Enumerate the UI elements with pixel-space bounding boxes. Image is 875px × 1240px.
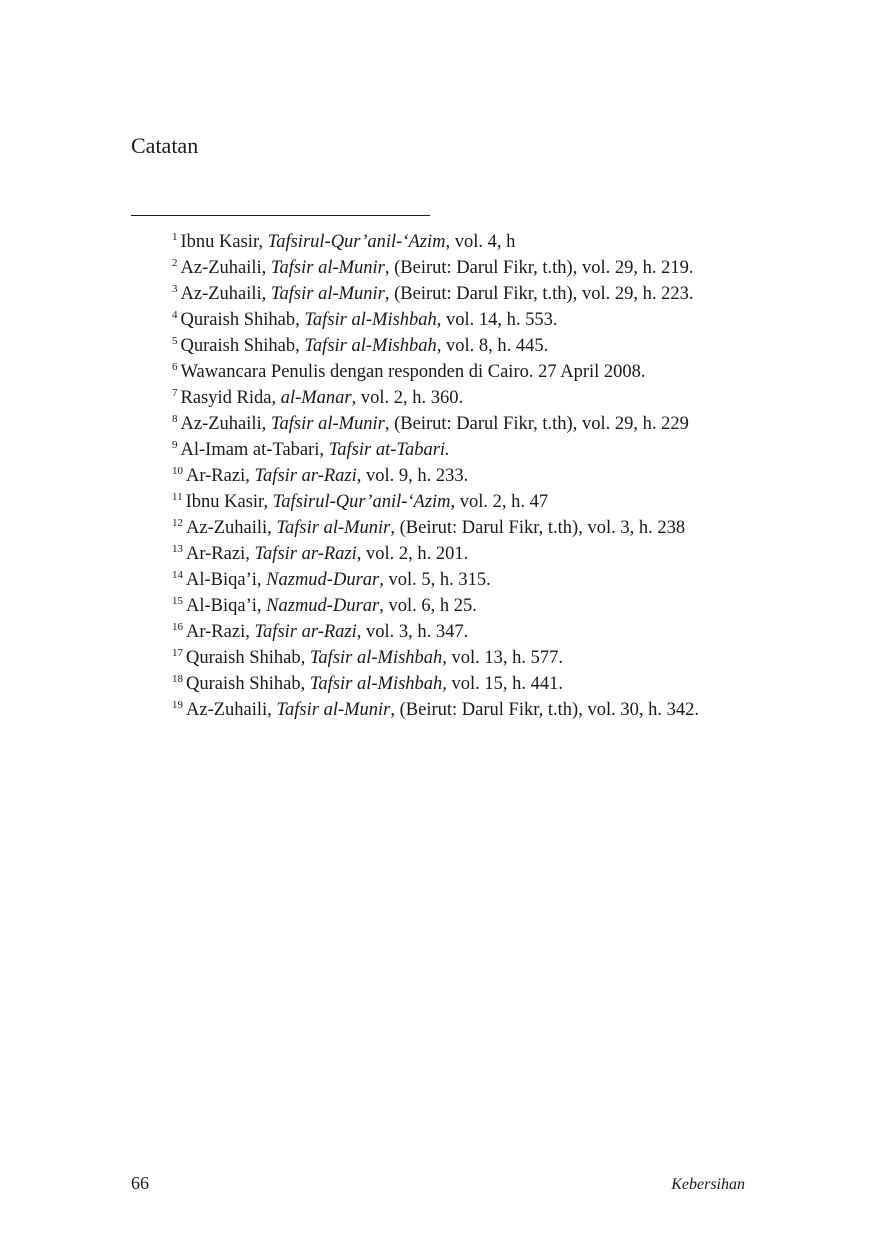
endnote-title: Nazmud-Durar <box>266 596 380 616</box>
endnote-item <box>172 307 699 333</box>
endnote-author: Ibnu Kasir, <box>185 492 273 512</box>
endnote-author: Ar-Razi, <box>186 466 255 486</box>
endnote-title: Tafsir ar-Razi <box>254 544 357 564</box>
endnote-author: Quraish Shihab, <box>180 310 305 330</box>
endnote-citation: vol. 15, h. 441. <box>446 674 564 694</box>
endnote-number: 4 <box>172 309 178 321</box>
endnote-number: 6 <box>172 361 178 373</box>
endnote-title: Tafsir al-Mishbah, <box>304 310 442 330</box>
endnote-citation: , vol. 2, h. 47 <box>450 492 549 512</box>
endnote-citation: vol. 13, h. 577. <box>446 648 564 668</box>
endnote-title: Tafsirul-Qur’anil-‘Azim <box>267 232 446 252</box>
endnote-author: Ibnu Kasir, <box>180 232 268 252</box>
endnote-number: 10 <box>172 465 183 477</box>
endnote-item <box>172 541 699 567</box>
section-heading: Catatan <box>131 133 199 158</box>
endnote-item <box>172 437 699 463</box>
endnote-citation: , vol. 9, h. 233. <box>356 466 469 486</box>
endnote-item <box>172 255 699 281</box>
endnote-number: 5 <box>172 335 178 347</box>
endnote-citation: , vol. 2, h. 360. <box>351 388 464 408</box>
endnote-author: Az-Zuhaili, <box>186 700 277 720</box>
endnote-citation: , vol. 4, h <box>445 232 516 252</box>
endnote-title: Nazmud-Durar <box>266 570 380 590</box>
endnote-citation: , vol. 6, h 25. <box>379 596 477 616</box>
endnote-number: 2 <box>172 257 178 269</box>
endnote-item <box>172 281 699 307</box>
endnote-author: Al-Biqa’i, <box>186 570 267 590</box>
endnote-author: Quraish Shihab, <box>180 336 305 356</box>
endnote-number: 14 <box>172 569 183 581</box>
endnote-number: 17 <box>172 647 183 659</box>
endnote-number: 15 <box>172 595 183 607</box>
endnote-author: Quraish Shihab, <box>186 648 310 668</box>
endnote-title: Tafsir al-Mishbah, <box>309 648 447 668</box>
endnote-citation: , (Beirut: Darul Fikr, t.th), vol. 29, h. 219. <box>384 258 694 278</box>
endnote-title: Tafsir al-Munir <box>276 518 391 538</box>
endnote-citation: , vol. 5, h. 315. <box>379 570 491 590</box>
endnote-title: al-Manar <box>280 388 352 408</box>
endnote-author: Az-Zuhaili, <box>180 258 271 278</box>
endnote-author: Ar-Razi, <box>186 622 255 642</box>
endnote-author: Rasyid Rida, <box>180 388 281 408</box>
endnote-item <box>172 515 699 541</box>
endnote-title: Tafsir ar-Razi <box>254 622 357 642</box>
endnote-number: 8 <box>172 413 178 425</box>
endnote-list <box>172 229 699 723</box>
footnote-separator-rule <box>131 215 430 216</box>
endnote-item <box>172 645 699 671</box>
endnote-number: 3 <box>172 283 178 295</box>
endnote-title: Tafsir al-Munir <box>276 700 391 720</box>
endnote-item <box>172 359 699 385</box>
endnote-author: Al-Imam at-Tabari, <box>180 440 329 460</box>
endnote-item <box>172 333 699 359</box>
page-number: 66 <box>131 1173 149 1193</box>
endnote-author: Quraish Shihab, <box>186 674 310 694</box>
endnote-number: 9 <box>172 439 178 451</box>
endnote-citation: , vol. 3, h. 347. <box>356 622 469 642</box>
endnote-number: 16 <box>172 621 183 633</box>
endnote-item <box>172 463 699 489</box>
endnote-number: 1 <box>172 231 178 243</box>
endnote-number: 7 <box>172 387 178 399</box>
endnote-number: 12 <box>172 517 183 529</box>
endnote-citation: , (Beirut: Darul Fikr, t.th), vol. 29, h. 223. <box>384 284 694 304</box>
endnote-title: Tafsir at-Tabari. <box>328 440 450 460</box>
endnote-author: Ar-Razi, <box>186 544 255 564</box>
endnote-item <box>172 567 699 593</box>
endnote-title: Tafsirul-Qur’anil-‘Azim <box>272 492 451 512</box>
endnote-citation: , (Beirut: Darul Fikr, t.th), vol. 3, h. 238 <box>390 518 686 538</box>
endnote-title: Tafsir al-Mishbah, <box>309 674 447 694</box>
endnote-citation: , (Beirut: Darul Fikr, t.th), vol. 29, h. 229 <box>384 414 689 434</box>
running-title: Kebersihan <box>671 1176 745 1193</box>
endnote-item <box>172 593 699 619</box>
endnote-citation: vol. 14, h. 553. <box>441 310 558 330</box>
endnote-author: Az-Zuhaili, <box>180 284 271 304</box>
endnote-author: Az-Zuhaili, <box>186 518 277 538</box>
endnote-item <box>172 385 699 411</box>
endnote-item <box>172 229 699 255</box>
endnote-author: Wawancara Penulis dengan responden di Cairo. 27 April 2008. <box>180 362 646 382</box>
endnote-citation: , vol. 2, h. 201. <box>356 544 469 564</box>
endnote-number: 19 <box>172 699 183 711</box>
endnote-item <box>172 489 699 515</box>
endnote-title: Tafsir al-Munir <box>270 284 385 304</box>
endnote-author: Az-Zuhaili, <box>180 414 271 434</box>
endnote-number: 13 <box>172 543 183 555</box>
endnote-citation: , (Beirut: Darul Fikr, t.th), vol. 30, h. 342. <box>390 700 699 720</box>
endnote-title: Tafsir al-Munir <box>270 258 385 278</box>
endnote-citation: vol. 8, h. 445. <box>441 336 549 356</box>
endnote-number: 11 <box>172 491 183 503</box>
endnote-title: Tafsir ar-Razi <box>254 466 357 486</box>
endnote-item <box>172 619 699 645</box>
endnote-item <box>172 411 699 437</box>
endnote-title: Tafsir al-Mishbah, <box>304 336 442 356</box>
endnote-title: Tafsir al-Munir <box>270 414 385 434</box>
endnote-author: Al-Biqa’i, <box>186 596 267 616</box>
endnote-item <box>172 697 699 723</box>
endnote-number: 18 <box>172 673 183 685</box>
endnote-item <box>172 671 699 697</box>
